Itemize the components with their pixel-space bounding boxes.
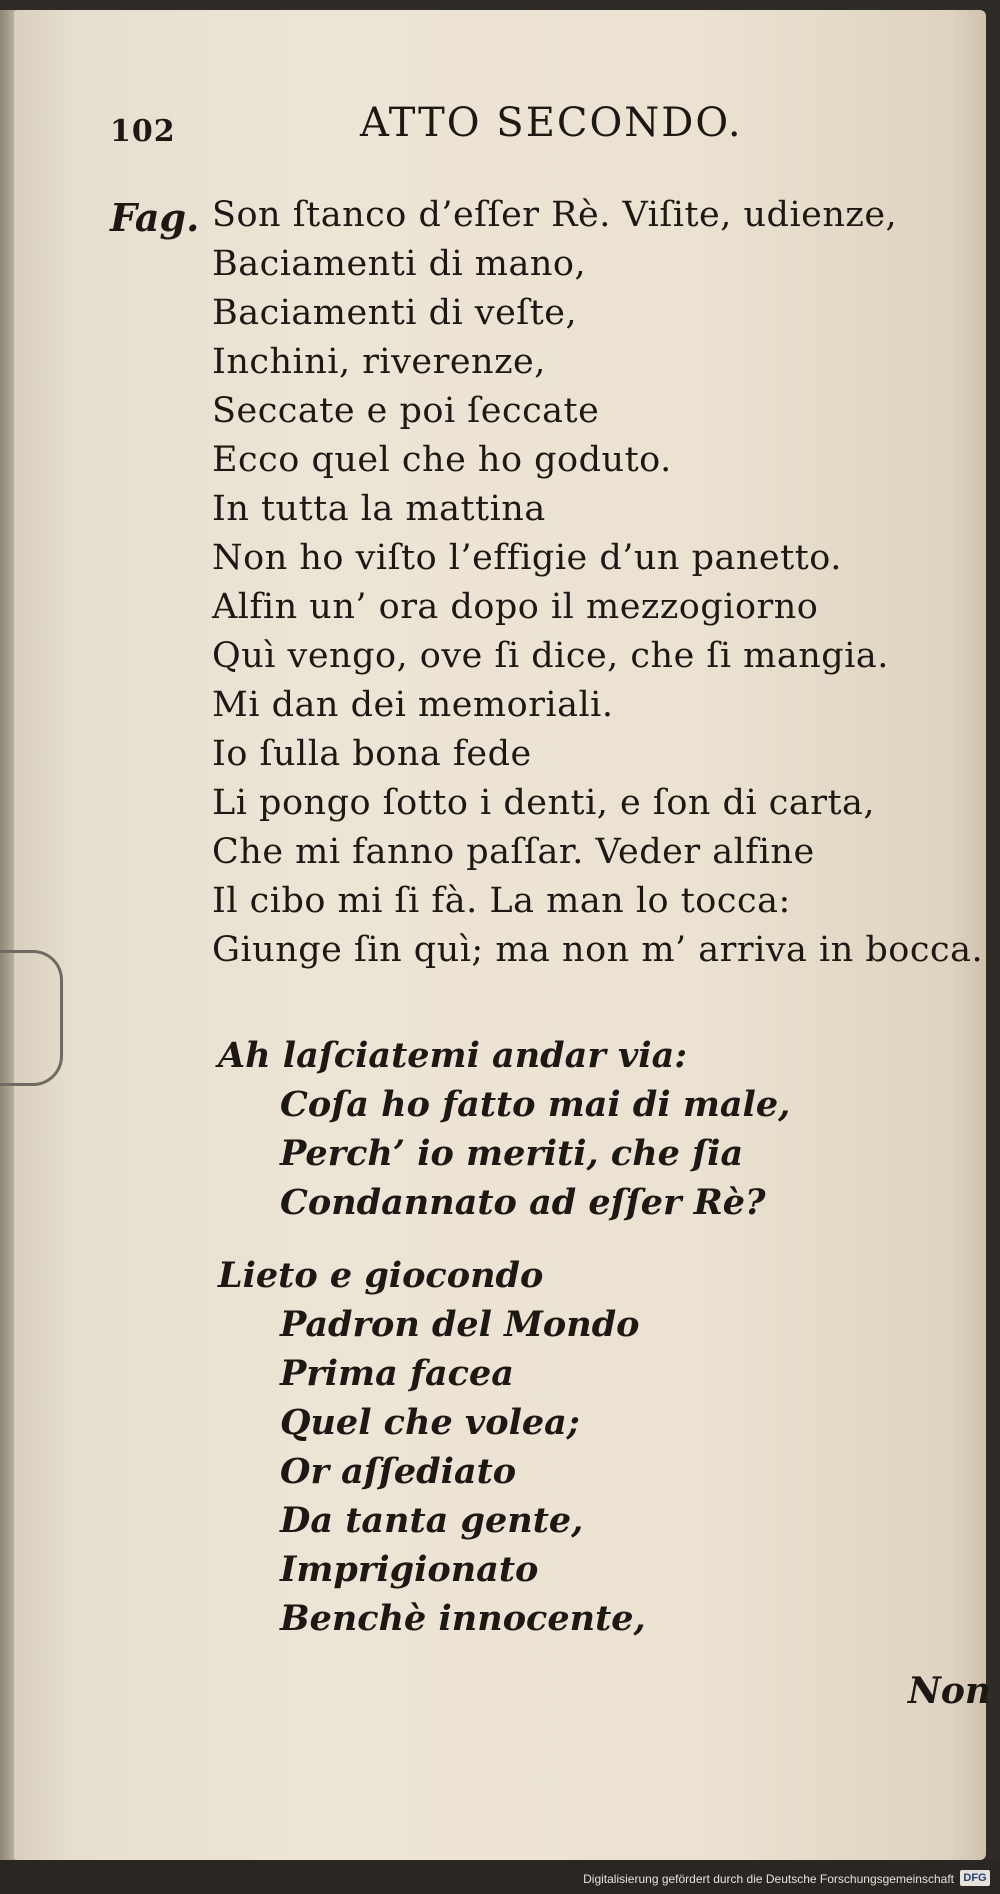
verse-line: Quel che volea; — [280, 1402, 580, 1443]
verse-line: Alfin un’ ora dopo il mezzogiorno — [212, 587, 819, 627]
verse-line: Inchini, riverenze, — [212, 342, 546, 382]
speaker-label: Fag. — [110, 195, 200, 240]
page-header — [110, 100, 930, 150]
verse-line: Coſa ho fatto mai di male, — [280, 1084, 791, 1125]
verse-line: Quì vengo, ove ſi dice, che ſi mangia. — [212, 636, 889, 676]
page-number: 102 — [110, 114, 176, 149]
dfg-logo: DFG — [960, 1870, 990, 1886]
verse-line: Lieto e giocondo — [218, 1255, 544, 1296]
running-head: ATTO SECONDO. — [360, 100, 743, 146]
verse-line: Da tanta gente, — [280, 1500, 584, 1541]
verse-line: In tutta la mattina — [212, 489, 546, 529]
verse-line: Li pongo ſotto i denti, e ſon di carta, — [212, 783, 876, 823]
footer-bar — [0, 1860, 1000, 1894]
verse-line: Mi dan dei memoriali. — [212, 685, 614, 725]
verse-line: Il cibo mi ſi fà. La man lo tocca: — [212, 881, 791, 921]
verse-line: Giunge ſin quì; ma non m’ arriva in bocca. — [212, 930, 984, 970]
verse-line: Ah laſciatemi andar via: — [218, 1035, 688, 1076]
funding-credit: Digitalisierung gefördert durch die Deutsche Forschungsgemeinschaft — [583, 1872, 954, 1886]
catchword: Non — [908, 1670, 992, 1712]
paper-clip — [0, 950, 63, 1086]
verse-line: Prima facea — [280, 1353, 514, 1394]
verse-line: Condannato ad eſſer Rè? — [280, 1182, 766, 1223]
verse-line: Perch’ io meriti, che ſia — [280, 1133, 744, 1174]
verse-line: Io ſulla bona fede — [212, 734, 532, 774]
verse-line: Che mi fanno paſſar. Veder alfine — [212, 832, 815, 872]
verse-line: Seccate e poi ſeccate — [212, 391, 600, 431]
verse-line: Padron del Mondo — [280, 1304, 640, 1345]
verse-line: Son ſtanco d’eſſer Rè. Viſite, udienze, — [212, 195, 898, 235]
verse-line: Imprigionato — [280, 1549, 539, 1590]
verse-line: Ecco quel che ho goduto. — [212, 440, 672, 480]
verse-line: Benchè innocente, — [280, 1598, 646, 1639]
verse-line: Or aſſediato — [280, 1451, 517, 1492]
verse-line: Baciamenti di mano, — [212, 244, 587, 284]
verse-line: Non ho viſto l’effigie d’un panetto. — [212, 538, 842, 578]
verse-line: Baciamenti di veſte, — [212, 293, 578, 333]
